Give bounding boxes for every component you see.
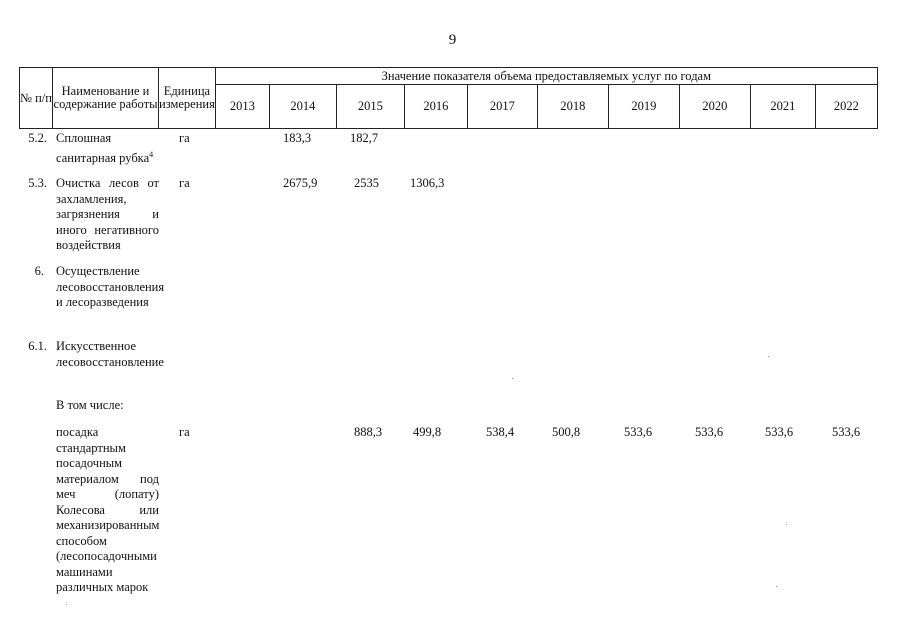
header-year: 2018 [537, 85, 608, 129]
row-name: В том числе: [56, 398, 124, 412]
cell-2014: 183,3 [283, 131, 312, 145]
row-name: Искусственное лесовосстановление [56, 339, 164, 369]
row-number: 6.1. [28, 339, 47, 353]
row-unit: га [179, 176, 190, 190]
header-col-unit: Единица измерения [159, 68, 216, 129]
cell-2020: 533,6 [695, 425, 724, 439]
header-year: 2021 [750, 85, 815, 129]
cell-2015: 888,3 [354, 425, 383, 439]
header-year: 2017 [467, 85, 537, 129]
scan-speck [66, 604, 67, 605]
row-number: 5.2. [28, 131, 47, 145]
row-unit: га [179, 425, 190, 439]
header-year: 2013 [215, 85, 269, 129]
cell-2015: 2535 [354, 176, 379, 190]
scan-speck [776, 586, 777, 587]
cell-2022: 533,6 [832, 425, 861, 439]
scan-speck [512, 378, 513, 379]
header-values-title: Значение показателя объема предоставляемых услуг по годам [215, 68, 877, 85]
header-col-num: № п/п [20, 68, 53, 129]
row-name: Осуществление лесовосстановления и лесоразведения [56, 264, 165, 309]
cell-2021: 533,6 [765, 425, 794, 439]
scan-speck [786, 524, 787, 525]
row-unit: га [179, 131, 190, 145]
row-number: 6. [34, 264, 44, 278]
header-year: 2022 [815, 85, 877, 129]
cell-2019: 533,6 [624, 425, 653, 439]
header-year: 2019 [608, 85, 679, 129]
table-header [19, 67, 878, 129]
cell-2016: 499,8 [413, 425, 442, 439]
header-col-name: Наименование и содержание работы [53, 68, 159, 129]
scan-speck [768, 356, 769, 357]
cell-2014: 2675,9 [283, 176, 318, 190]
row-name: Сплошная санитарная рубка$^4$ [56, 131, 154, 165]
row-number: 5.3. [28, 176, 47, 190]
row-name: посадка стандартным посадочным материалом под меч (лопату) Колесова или механизированным способом (лесопосадочными машинами различных марок [56, 425, 160, 594]
cell-2018: 500,8 [552, 425, 581, 439]
row-name: Очистка лесов от захламления, загрязнения и иного негативного воздействия [56, 176, 159, 252]
header-year: 2016 [404, 85, 467, 129]
cell-2016: 1306,3 [410, 176, 445, 190]
page-number: 9 [448, 32, 457, 48]
header-year: 2020 [679, 85, 750, 129]
cell-2017: 538,4 [486, 425, 515, 439]
cell-2015: 182,7 [350, 131, 379, 145]
header-year: 2015 [336, 85, 404, 129]
header-year: 2014 [269, 85, 336, 129]
